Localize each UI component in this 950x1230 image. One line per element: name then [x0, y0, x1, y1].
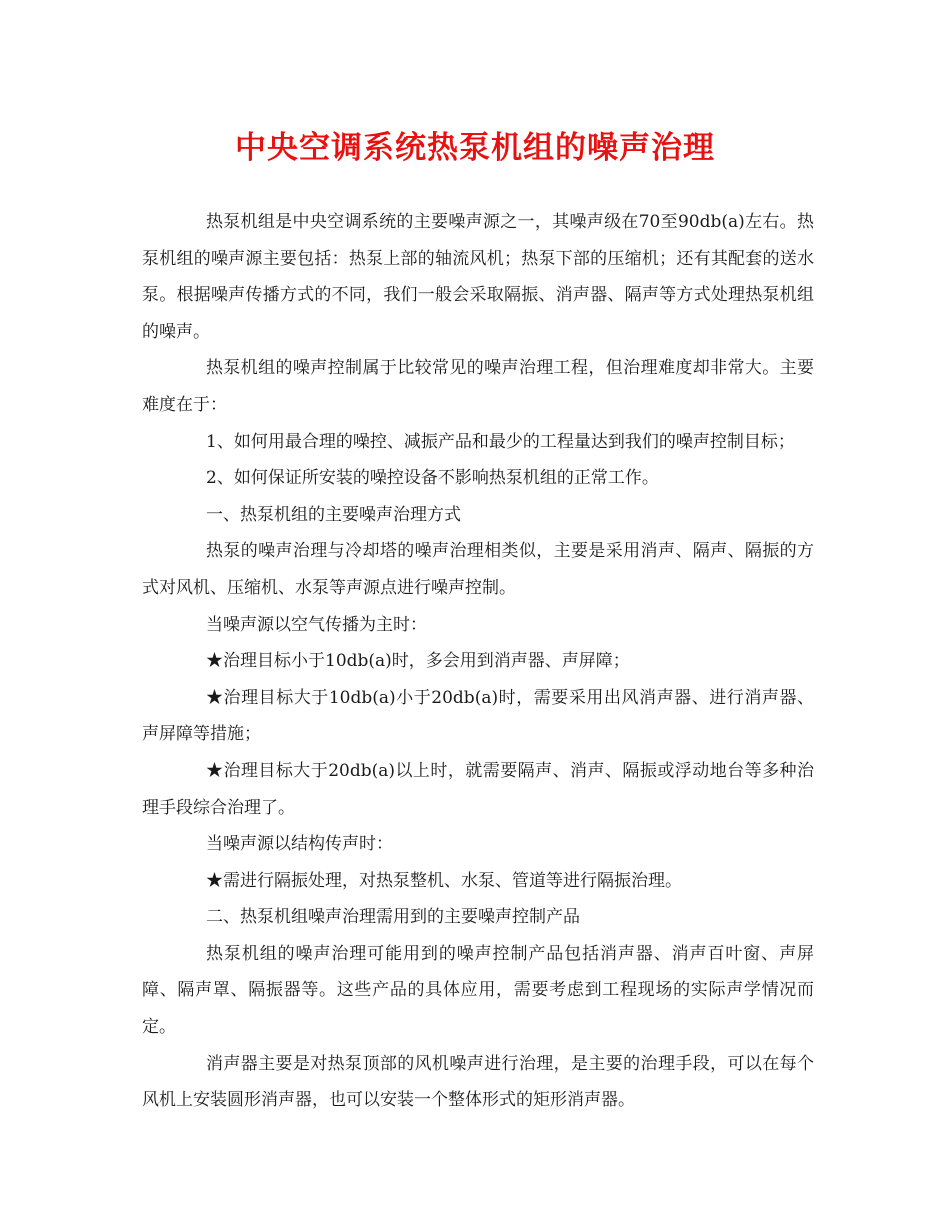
section-heading-2: 二、热泵机组噪声治理需用到的主要噪声控制产品 — [206, 907, 580, 928]
bullet-10-to-20db: ★治理目标大于10db(a)小于20db(a)时，需要采用出风消声器、进行消声器、声屏障等措施； — [142, 687, 814, 745]
paragraph-structural: 当噪声源以结构传声时： — [206, 834, 393, 855]
bullet-under-10db: ★治理目标小于10db(a)时，多会用到消声器、声屏障； — [206, 651, 630, 672]
paragraph-point-1: 1、如何用最合理的噪控、减振产品和最少的工程量达到我们的噪声控制目标； — [206, 431, 795, 452]
paragraph-methods: 热泵的噪声治理与冷却塔的噪声治理相类似，主要是采用消声、隔声、隔振的方式对风机、压缩机、水泵等声源点进行噪声控制。 — [142, 541, 814, 598]
document-title: 中央空调系统热泵机组的噪声治理 — [235, 130, 715, 166]
paragraph-difficulty: 热泵机组的噪声控制属于比较常见的噪声治理工程，但治理难度却非常大。主要难度在于： — [142, 358, 814, 415]
bullet-isolation: ★需进行隔振处理，对热泵整机、水泵、管道等进行隔振治理。 — [206, 870, 682, 891]
bullet-over-20db: ★治理目标大于20db(a)以上时，就需要隔声、消声、隔振或浮动地台等多种治理手段综合治理了。 — [142, 760, 814, 818]
paragraph-intro: 热泵机组是中央空调系统的主要噪声源之一，其噪声级在70至90db(a)左右。热泵机组的噪声源主要包括：热泵上部的轴流风机；热泵下部的压缩机；还有其配套的送水泵。根据噪声传播方式的不同，我们一般会采取隔振、消声器、隔声等方式处理热泵机组的噪声。 — [142, 212, 814, 342]
paragraph-silencer: 消声器主要是对热泵顶部的风机噪声进行治理，是主要的治理手段，可以在每个风机上安装圆形消声器，也可以安装一个整体形式的矩形消声器。 — [142, 1053, 814, 1111]
paragraph-products: 热泵机组的噪声治理可能用到的噪声控制产品包括消声器、消声百叶窗、声屏障、隔声罩、隔振器等。这些产品的具体应用，需要考虑到工程现场的实际声学情况而定。 — [142, 943, 814, 1038]
document-body — [142, 204, 814, 1119]
paragraph-point-2: 2、如何保证所安装的噪控设备不影响热泵机组的正常工作。 — [206, 468, 659, 489]
section-heading-1: 一、热泵机组的主要噪声治理方式 — [206, 504, 461, 525]
paragraph-airborne: 当噪声源以空气传播为主时： — [206, 614, 427, 635]
